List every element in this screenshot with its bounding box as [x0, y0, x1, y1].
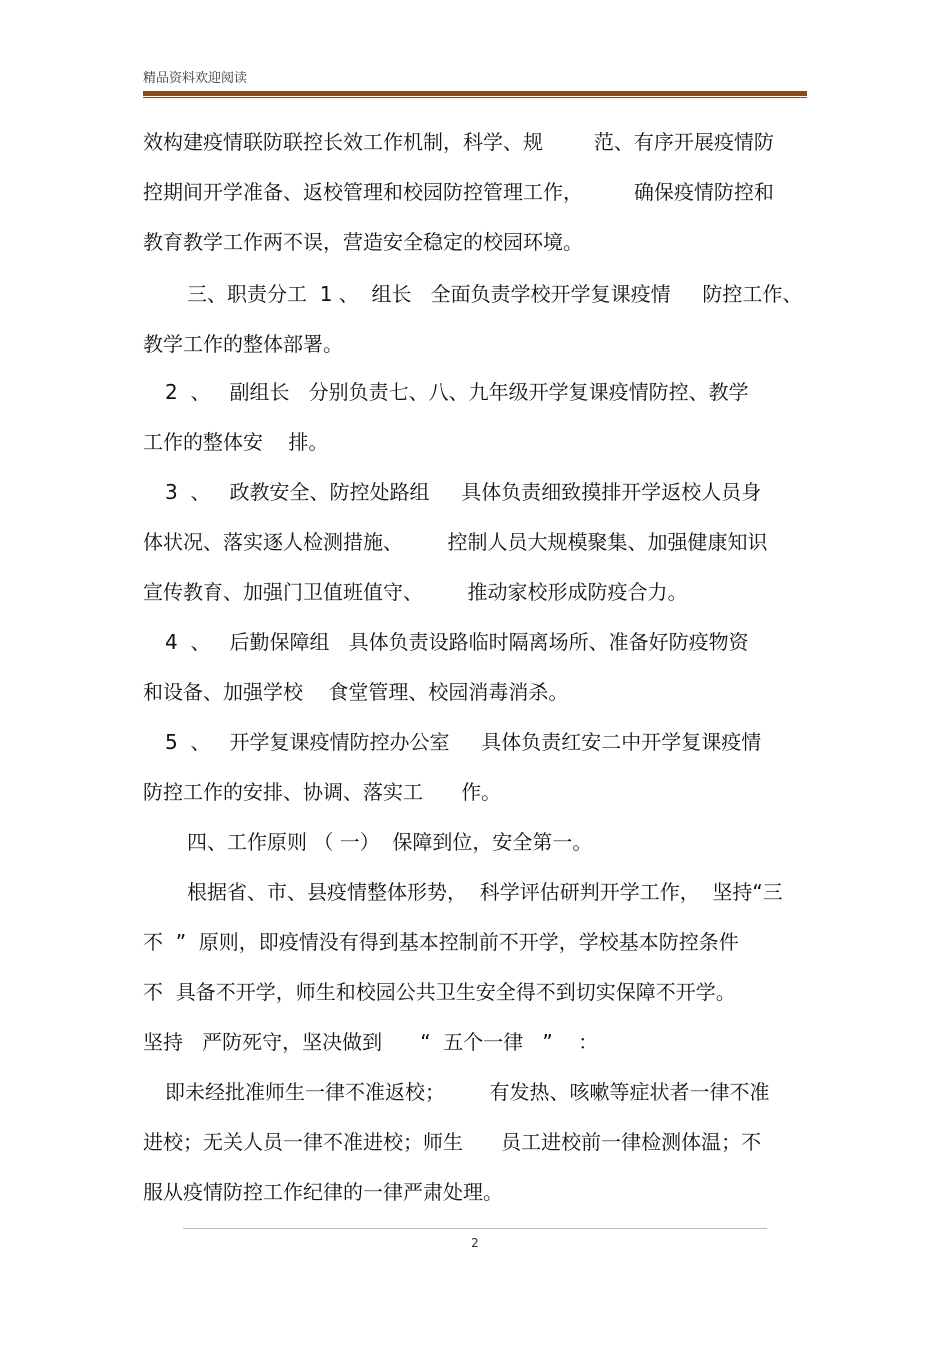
body-line: 根据省、市、县疫情整体形势， 科学评估研判开学工作， 坚持“三: [187, 880, 783, 904]
body-line: 宣传教育、加强门卫值班值守、 推动家校形成防疫合力。: [143, 580, 688, 604]
page-number: 2: [471, 1236, 479, 1250]
body-line: 教学工作的整体部署。: [143, 332, 343, 356]
body-line: 4 、 后勤保障组 具体负责设路临时隔离场所、准备好防疫物资: [165, 630, 749, 654]
footer-rule: [183, 1228, 767, 1229]
body-line: 即未经批准师生一律不准返校； 有发热、咳嗽等症状者一律不准: [165, 1080, 770, 1104]
body-line: 工作的整体安 排。: [143, 430, 329, 454]
body-line: 3 、 政教安全、防控处路组 具体负责细致摸排开学返校人员身: [165, 480, 762, 504]
body-line: 控期间开学准备、返校管理和校园防控管理工作， 确保疫情防控和: [143, 180, 774, 204]
body-line: 服从疫情防控工作纪律的一律严肃处理。: [143, 1180, 503, 1204]
body-line: 2 、 副组长 分别负责七、八、九年级开学复课疫情防控、教学: [165, 380, 749, 404]
body-line: 防控工作的安排、协调、落实工 作。: [143, 780, 502, 804]
body-line: 5 、 开学复课疫情防控办公室 具体负责红安二中开学复课疫情: [165, 730, 762, 754]
body-line: 三、职责分工 1 、 组长 全面负责学校开学复课疫情 防控工作、: [187, 282, 803, 306]
body-line: 效构建疫情联防联控长效工作机制，科学、规 范、有序开展疫情防: [143, 130, 774, 154]
body-line: 不 ” 原则，即疫情没有得到基本控制前不开学，学校基本防控条件: [143, 930, 739, 954]
body-line: 坚持 严防死守，坚决做到 “ 五个一律 ” ：: [143, 1030, 599, 1054]
body-line: 教育教学工作两不误，营造安全稳定的校园环境。: [143, 230, 583, 254]
body-line: 不 具备不开学，师生和校园公共卫生安全得不到切实保障不开学。: [143, 980, 736, 1004]
header-title: 精品资料欢迎阅读: [143, 71, 248, 86]
body-line: 进校；无关人员一律不准进校；师生 员工进校前一律检测体温；不: [143, 1130, 762, 1154]
header-rule: [143, 91, 807, 96]
body-line: 四、工作原则 （ 一） 保障到位，安全第一。: [187, 830, 593, 854]
body-line: 和设备、加强学校 食堂管理、校园消毒消杀。: [143, 680, 569, 704]
body-line: 体状况、落实逐人检测措施、 控制人员大规模聚集、加强健康知识: [143, 530, 768, 554]
header-rule-thin: [143, 97, 807, 98]
